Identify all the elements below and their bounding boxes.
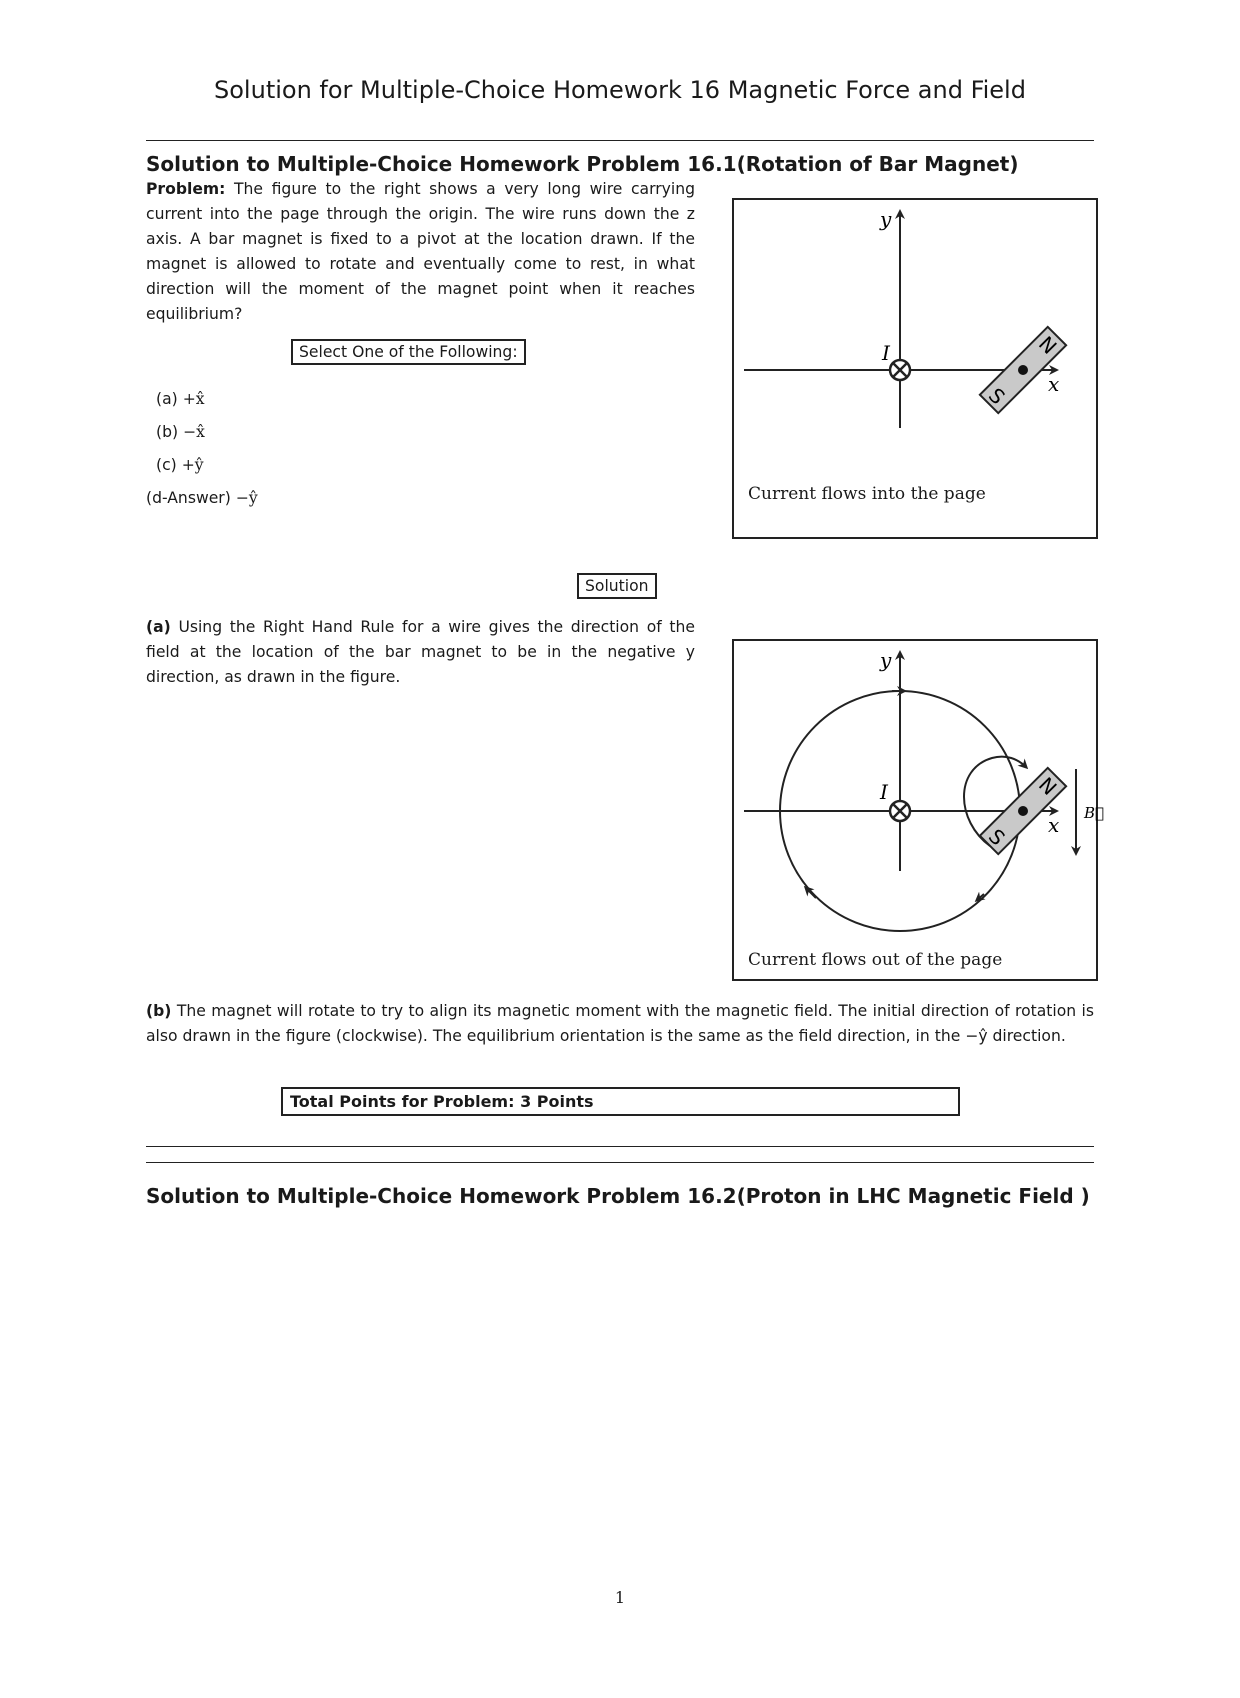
pivot-point <box>1018 365 1028 375</box>
figure-1 <box>732 198 1098 539</box>
current-label: I <box>882 341 890 365</box>
current-into-page-icon <box>890 360 910 380</box>
part-a-label: (a) <box>146 618 171 636</box>
choice-b[interactable] <box>156 423 205 441</box>
current-label: I <box>880 780 888 804</box>
south-pole-label: S <box>983 383 1010 410</box>
choice-label: (d-Answer) <box>146 489 231 507</box>
choice-d-answer[interactable] <box>146 489 258 507</box>
x-axis-label: x <box>1048 372 1060 396</box>
choice-a[interactable] <box>156 390 205 408</box>
x-axis-label: x <box>1048 813 1060 837</box>
part-a-text: Using the Right Hand Rule for a wire gives the direction of the field at the location of the bar magnet to be in the negative y direction, as drawn in the figure. <box>146 618 695 686</box>
south-pole-label: S <box>983 824 1010 851</box>
part-a <box>146 615 695 690</box>
part-b <box>146 999 1094 1049</box>
divider <box>146 1146 1094 1147</box>
page-number: 1 <box>614 1588 626 1607</box>
figure-1-caption: Current flows into the page <box>748 484 986 504</box>
field-vector-label: B⃗ <box>1084 804 1105 822</box>
pivot-point <box>1018 806 1028 816</box>
choice-c[interactable] <box>156 456 204 474</box>
divider <box>146 140 1094 141</box>
y-axis-label: y <box>880 648 892 672</box>
problem-2-title: Solution to Multiple-Choice Homework Problem 16.2(Proton in LHC Magnetic Field ) <box>146 1184 1090 1208</box>
choice-label: (c) <box>156 456 177 474</box>
choice-value: +ŷ <box>181 456 204 474</box>
select-label: Select One of the Following: <box>291 339 526 365</box>
figure-2 <box>732 639 1105 981</box>
part-b-text: The magnet will rotate to try to align its magnetic moment with the magnetic field. The initial direction of rotation is also drawn in the figure (clockwise). The equilibrium orientation is the same as the field direction, in the −ŷ direction. <box>146 1002 1094 1045</box>
y-axis-label: y <box>880 207 892 231</box>
problem-statement <box>146 177 695 327</box>
divider <box>146 1162 1094 1163</box>
total-points: Total Points for Problem: 3 Points <box>281 1087 960 1116</box>
north-pole-label: N <box>1033 331 1062 360</box>
choice-value: −x̂ <box>183 423 205 441</box>
problem-text: The figure to the right shows a very long wire carrying current into the page through the origin. The wire runs down the z axis. A bar magnet is fixed to a pivot at the location drawn. If the magnet is allowed to rotate and eventually come to rest, in what direction will the moment of the magnet point when it reaches equilibrium? <box>146 180 695 323</box>
field-arrow-bottom-left <box>806 888 816 898</box>
figure-2-diagram <box>734 641 1105 979</box>
choice-value: −ŷ <box>235 489 258 507</box>
problem-label: Problem: <box>146 180 226 198</box>
part-b-label: (b) <box>146 1002 172 1020</box>
page-title: Solution for Multiple-Choice Homework 16 Magnetic Force and Field <box>214 76 1026 104</box>
figure-2-caption: Current flows out of the page <box>748 950 1003 970</box>
choice-label: (a) <box>156 390 178 408</box>
choice-value: +x̂ <box>182 390 205 408</box>
current-into-page-icon <box>890 801 910 821</box>
north-pole-label: N <box>1033 772 1062 801</box>
choice-label: (b) <box>156 423 179 441</box>
problem-1-title: Solution to Multiple-Choice Homework Problem 16.1(Rotation of Bar Magnet) <box>146 152 1019 176</box>
solution-label: Solution <box>577 573 657 599</box>
